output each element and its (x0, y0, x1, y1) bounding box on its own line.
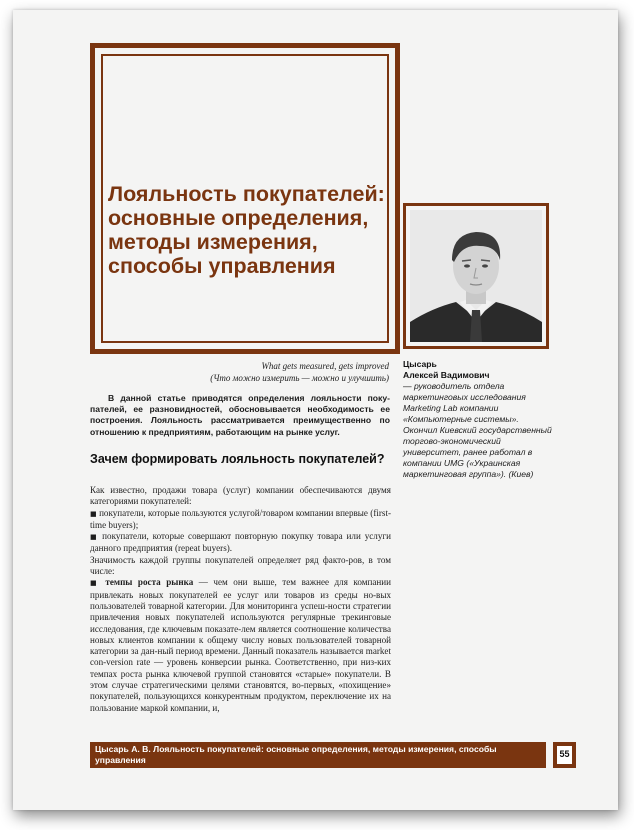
author-portrait-image (410, 210, 542, 342)
author-given-names: Алексей Вадимович (403, 370, 490, 380)
article-title: Лояльность покупателей: основные определения, методы измерения, способы управления (108, 182, 385, 278)
list-item (90, 508, 391, 532)
body-paragraph: Как известно, продажи товара (услуг) компании обеспечиваются двумя категориями покупателей: (90, 485, 391, 507)
list-item (90, 531, 391, 555)
author-sidebar (403, 359, 553, 480)
list-item-term: темпы роста рынка (105, 577, 194, 588)
list-item (90, 577, 391, 714)
list-item-text: покупатели, которые совершают повторную покупку товара или услуги данного предприятия (repeat buyers). (90, 531, 391, 554)
square-bullet-icon: ■ (90, 509, 97, 518)
author-surname: Цысарь (403, 359, 437, 369)
author-bio: — руководитель отдела маркетинговых исследования Marketing Lab компании «Компьютерные системы». Окончил Киевский государственный торгово-экономический университет, ранее работал в компании UMG («Украинская маркетинговая группа»). (Киев) (403, 381, 552, 479)
square-bullet-icon: ■ (90, 533, 99, 542)
article-body (90, 485, 391, 714)
square-bullet-icon: ■ (90, 579, 100, 588)
page-number-box (553, 742, 576, 768)
author-photo (410, 210, 542, 342)
epigraph-translation: (Что можно измерить — можно и улучшить) (210, 373, 389, 383)
epigraph (173, 360, 389, 384)
section-heading: Зачем формировать лояльность покупателей? (90, 452, 385, 466)
page-number: 55 (556, 745, 573, 765)
list-item-text: — чем они выше, тем важнее для компании привлекать новых покупателей ее услуг или товаров из среды но-вых пользователей товарной категории. Для мониторинга успеш-ности стратегии привлечения новых покупателей используются регулярные трекинговые исследования, где ключевым показате-лем является соотношение количества новых клиентов компании к общему числу новых пользователей товарной категории за дан-ный период времени. Данный показатель называется market con-version rate — уровень конверсии рынка. Соответственно, при низ-ких темпах роста рынка ключевой группой становятся «старые» покупатели. В этом случае стратегическими целями становятся, во-первых, «похищение» покупателей, пользующихся конкурентным продуктом, переключение их на пользование маркой компании, и, (90, 577, 391, 713)
magazine-page (13, 10, 618, 810)
article-lead: В данной статье приводятся определения лояльности поку-пателей, ее разновидностей, обосновывается необходимость ее построения. Лояльность рассматривается преимущественно по отношению к предприятиям, работающим на рынке услуг. (90, 393, 390, 437)
running-footer: Цысарь А. В. Лояльность покупателей: основные определения, методы измерения, способы управления (90, 742, 546, 768)
author-photo-frame (403, 203, 549, 349)
body-paragraph: Значимость каждой группы покупателей определяет ряд факто-ров, в том числе: (90, 554, 391, 577)
list-item-text: покупатели, которые пользуются услугой/товаром компании впервые (first-time buyers); (90, 507, 392, 530)
epigraph-quote: What gets measured, gets improved (261, 361, 389, 371)
